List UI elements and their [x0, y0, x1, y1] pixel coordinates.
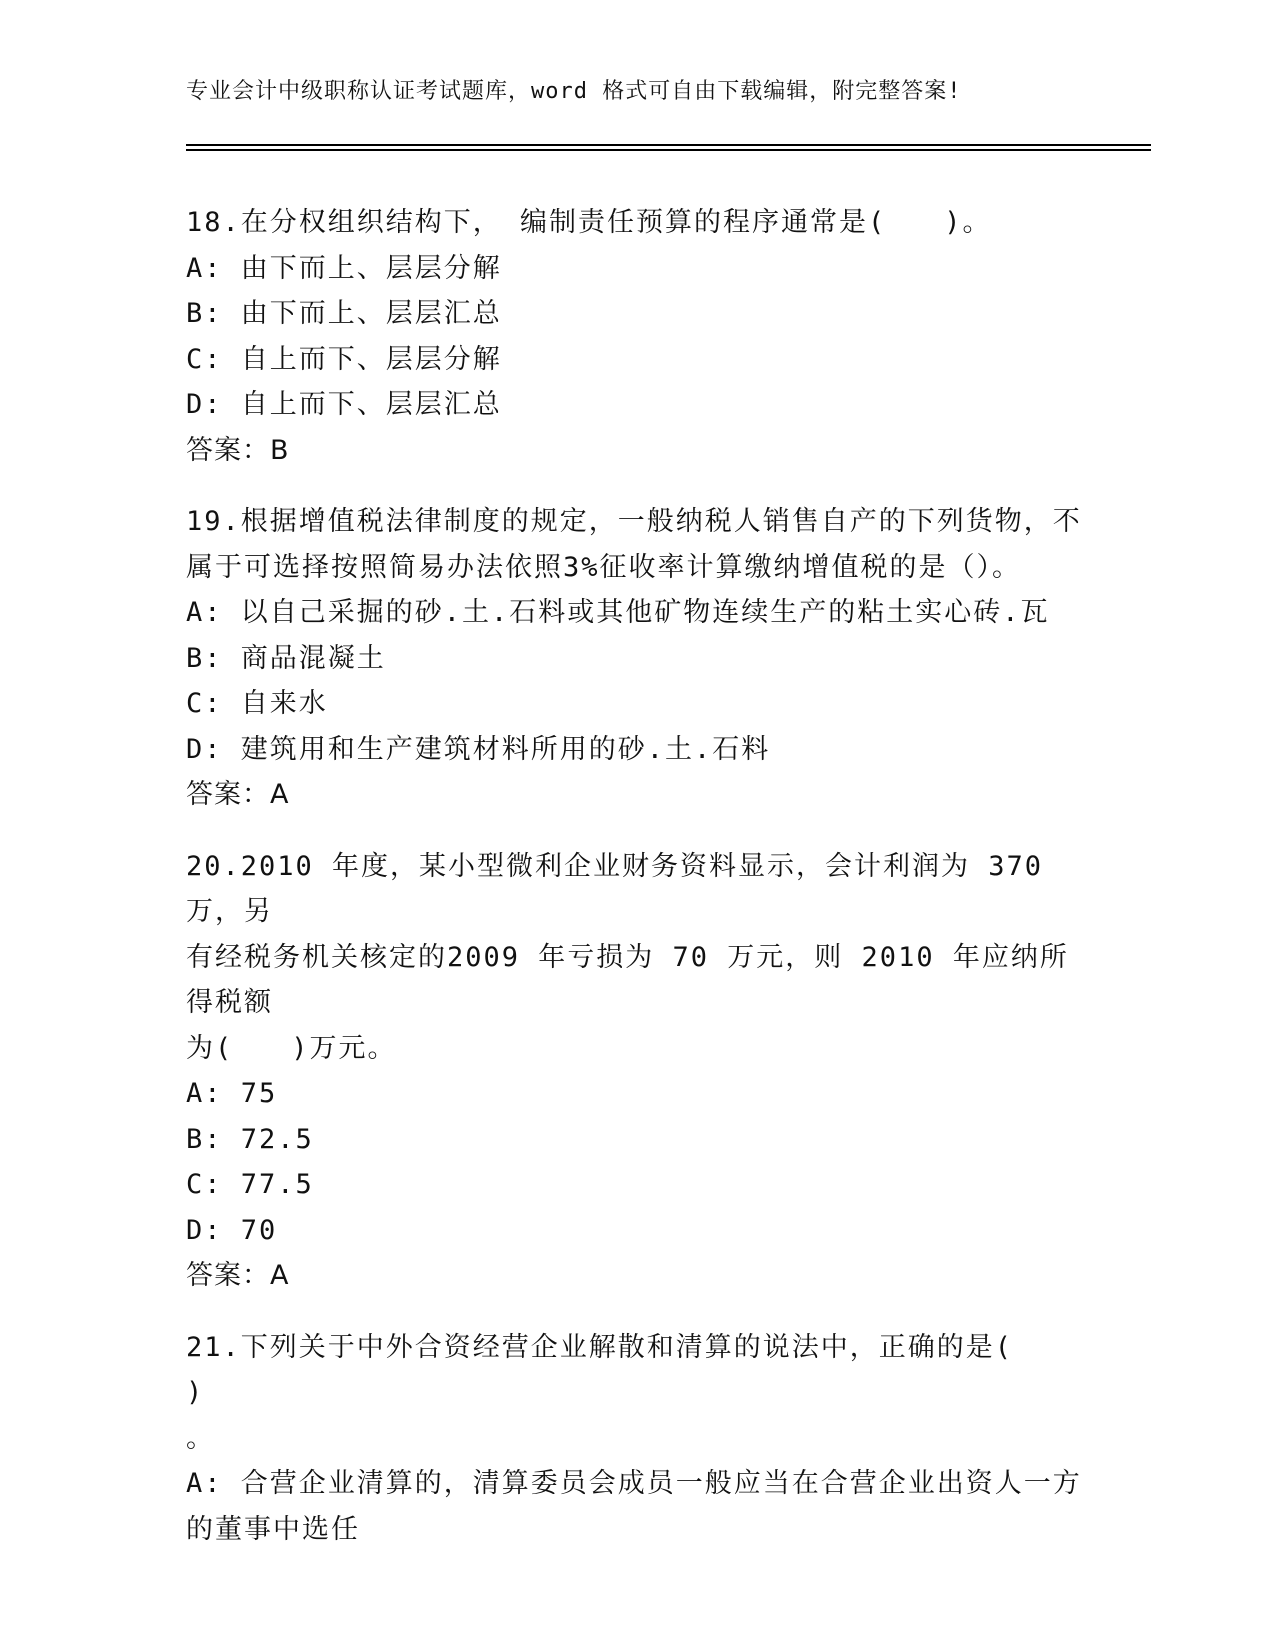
- question-stem: 18.在分权组织结构下， 编制责任预算的程序通常是( )。: [186, 207, 992, 238]
- question-stem: 19.根据增值税法律制度的规定，一般纳税人销售自产的下列货物，不: [186, 506, 1082, 537]
- option-d: D: 建筑用和生产建筑材料所用的砂.土.石料: [186, 733, 771, 765]
- question-20: [186, 844, 1086, 1299]
- option-b: B: 由下而上、层层汇总: [186, 298, 502, 329]
- question-stem: 。: [186, 1422, 215, 1454]
- option-d: D: 自上而下、层层汇总: [186, 389, 502, 420]
- question-stem: 属于可选择按照简易办法依照3%征收率计算缴纳增值税的是（）。: [186, 551, 1022, 583]
- question-stem: 21.下列关于中外合资经营企业解散和清算的说法中，正确的是( ): [186, 1331, 1072, 1408]
- option-b: B: 72.5: [186, 1123, 314, 1155]
- option-c: C: 77.5: [186, 1169, 314, 1200]
- option-a: A: 由下而上、层层分解: [186, 252, 502, 284]
- question-stem: 有经税务机关核定的2009 年亏损为 70 万元，则 2010 年应纳所得税额: [186, 941, 1069, 1018]
- option-c: C: 自来水: [186, 688, 328, 719]
- question-stem: 为( )万元。: [186, 1032, 397, 1064]
- option-a-continued: 的董事中选任: [186, 1513, 360, 1545]
- answer: 答案：A: [186, 1260, 290, 1291]
- question-list: [186, 200, 1086, 1578]
- option-b: B: 商品混凝土: [186, 642, 386, 674]
- header-divider-bottom: [186, 149, 1151, 151]
- header-divider-top: [186, 144, 1151, 146]
- question-21: [186, 1325, 1086, 1553]
- answer: 答案：A: [186, 779, 290, 810]
- page-header: 专业会计中级职称认证考试题库，word 格式可自由下载编辑，附完整答案!: [186, 79, 962, 104]
- option-a: A: 以自己采掘的砂.土.石料或其他矿物连续生产的粘土实心砖.瓦: [186, 597, 1050, 628]
- question-18: [186, 200, 1086, 473]
- option-a: A: 75: [186, 1078, 278, 1109]
- option-a: A: 合营企业清算的，清算委员会成员一般应当在合营企业出资人一方: [186, 1468, 1082, 1499]
- option-d: D: 70: [186, 1214, 278, 1246]
- option-c: C: 自上而下、层层分解: [186, 343, 502, 375]
- question-stem: 20.2010 年度，某小型微利企业财务资料显示，会计利润为 370 万，另: [186, 850, 1062, 927]
- question-19: [186, 499, 1086, 818]
- answer: 答案：B: [186, 434, 290, 466]
